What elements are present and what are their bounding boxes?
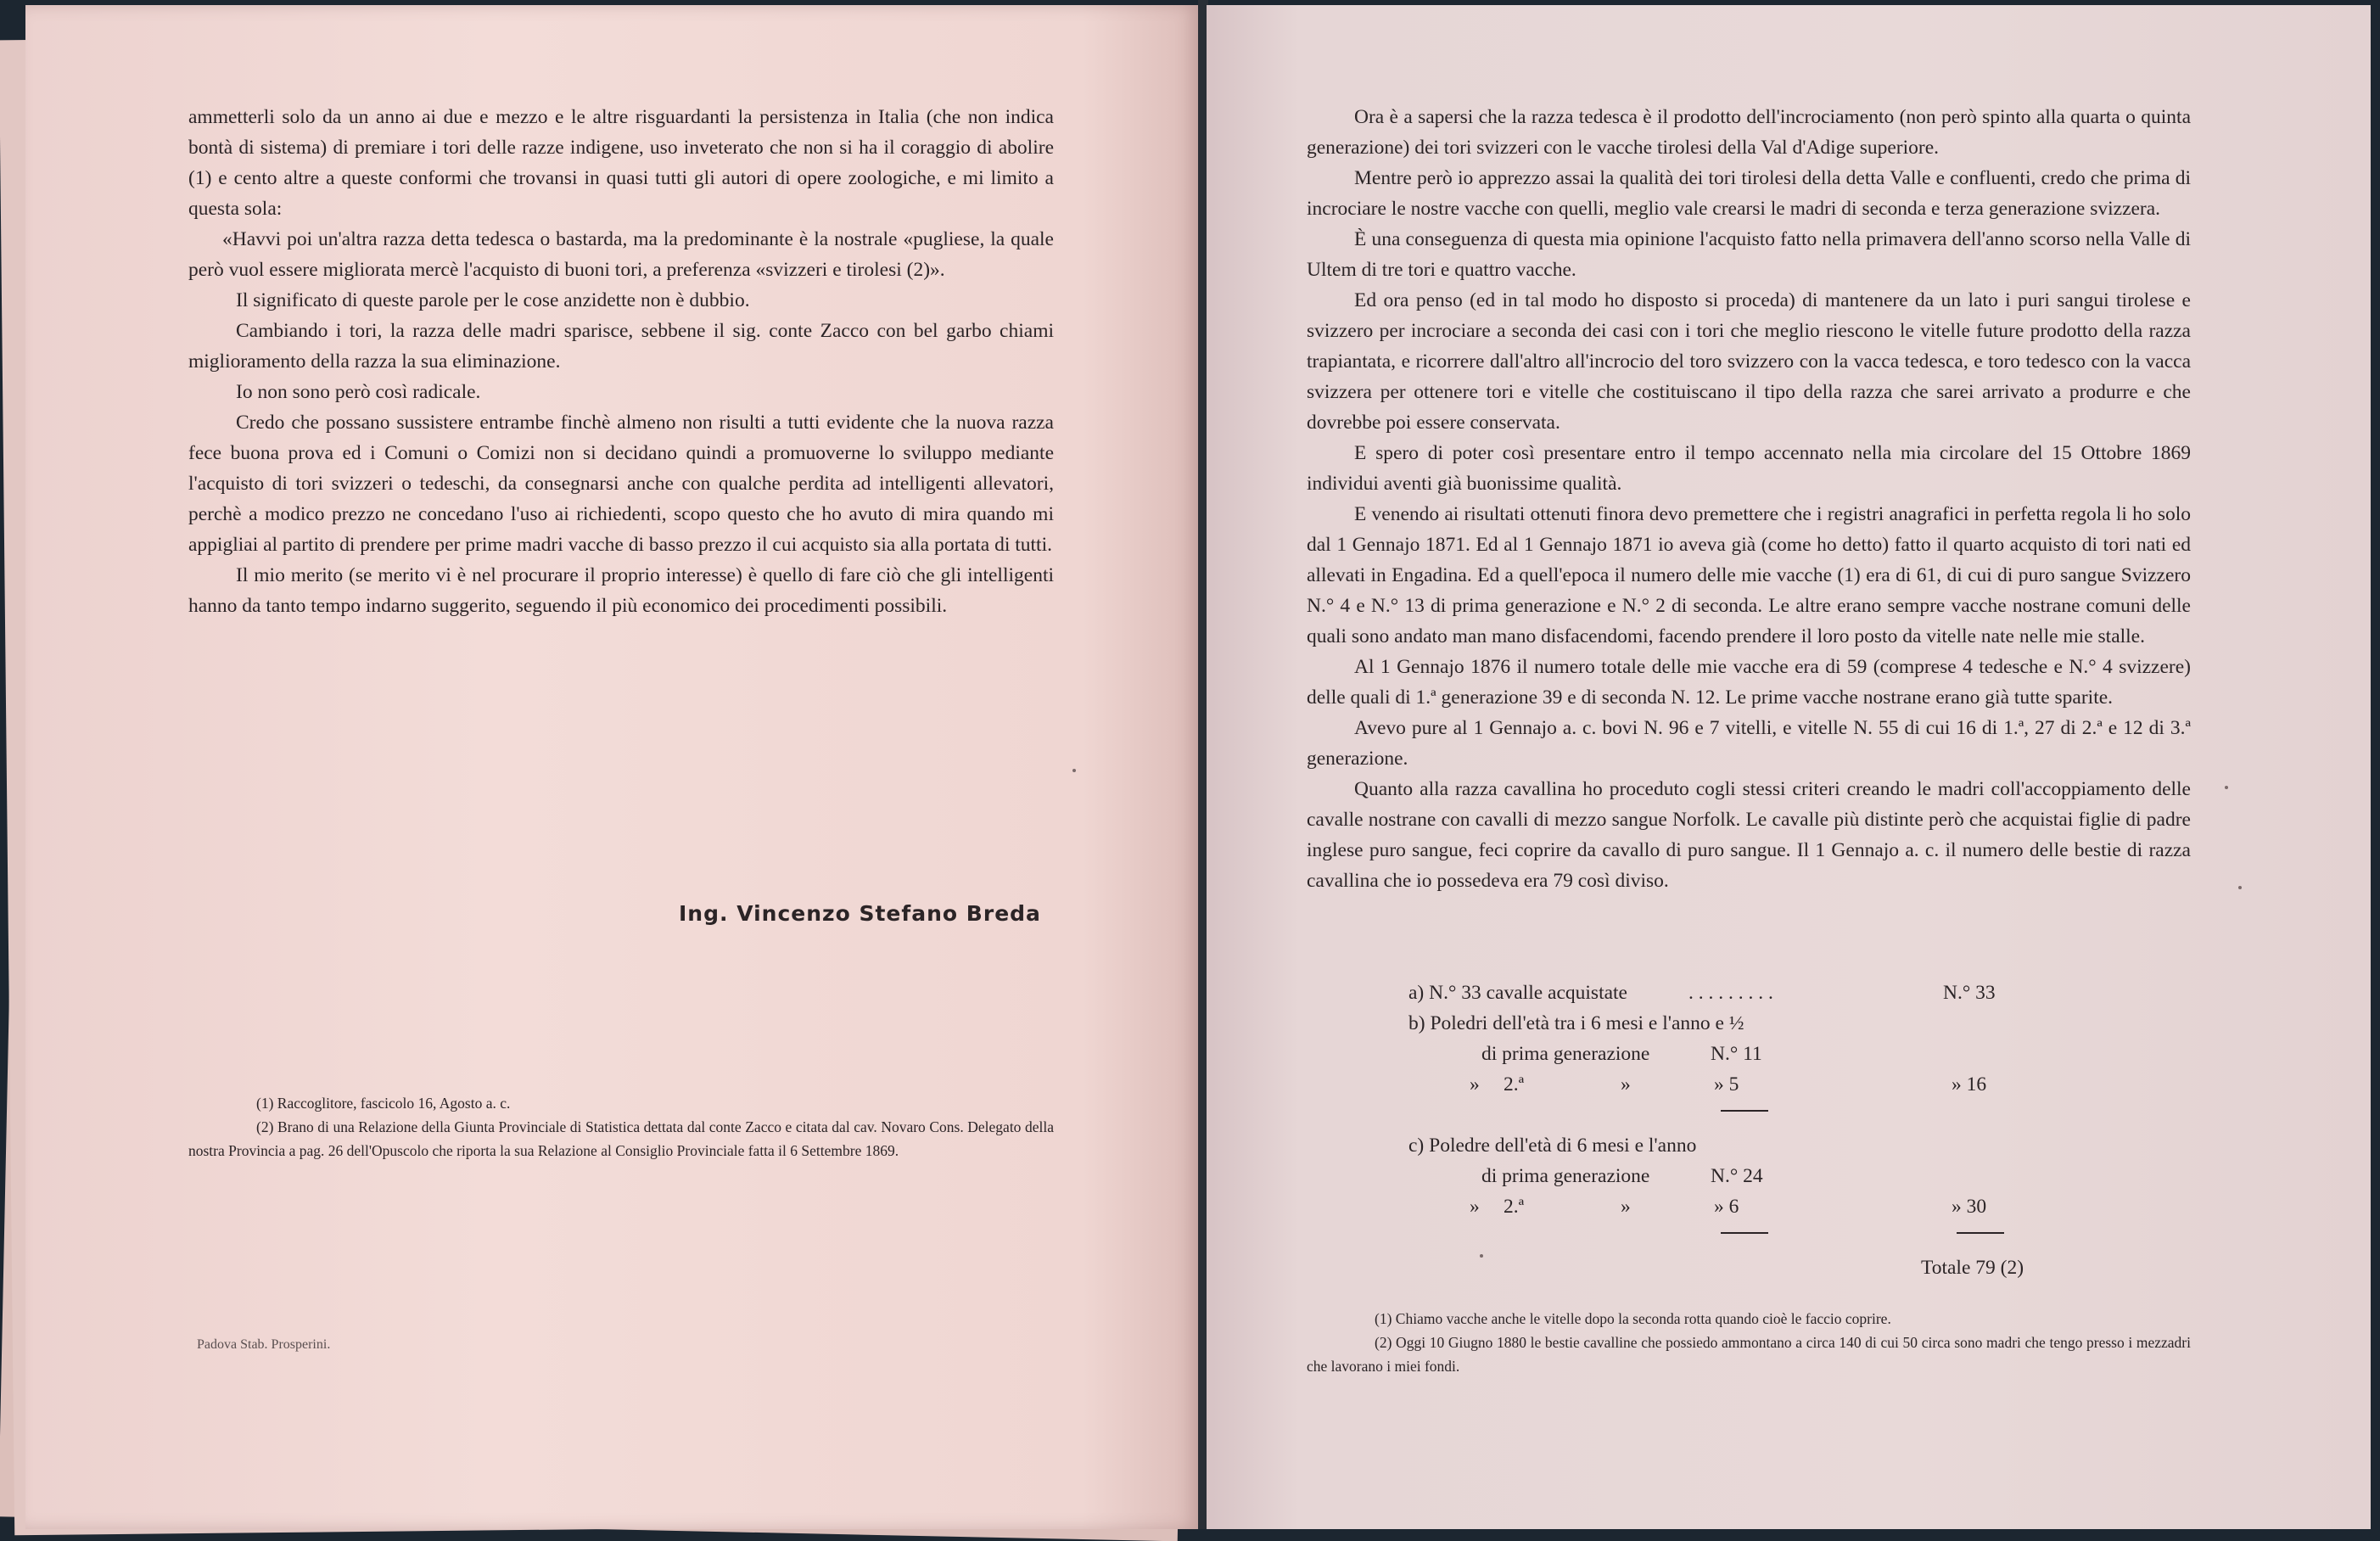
leader-dots: . . . . . . . . .: [1688, 982, 1773, 1004]
grand-total: Totale 79 (2): [1921, 1257, 2024, 1279]
printer-imprint: Padova Stab. Prosperini.: [197, 1337, 331, 1352]
ditto-mark: »: [1621, 1073, 1631, 1096]
sum-rule: [1721, 1110, 1768, 1112]
list-label: di prima generazione: [1481, 1165, 1650, 1187]
footnote: (2) Oggi 10 Giugno 1880 le bestie cavalline che possiedo ammontano a circa 140 di cui 50 circa sono madri che tengo presso i mezzadri che lavorano i miei fondi.: [1307, 1334, 2191, 1375]
quote-paragraph: «Havvi poi un'altra razza detta tedesca o bastarda, ma la predominante è la nostrale «pugliese, la quale però vuol essere migliorata mercè l'acquisto di buoni tori, a preferenza «svizzeri e tirolesi (2)».: [188, 228, 1054, 281]
paper-speck: [2238, 886, 2242, 889]
author-signature: Ing. Vincenzo Stefano Breda: [679, 901, 1041, 926]
paragraph: Mentre però io apprezzo assai la qualità dei tori tirolesi della detta Valle e confluenti, credo che prima di incrociare le nostre vacche con quelli, meglio vale crearsi le madri di seconda e terza generazione svizzera.: [1307, 167, 2191, 220]
paragraph: È una conseguenza di questa mia opinione l'acquisto fatto nella primavera dell'anno scorso nella Valle di Ultem di tre tori e quattro vacche.: [1307, 228, 2191, 281]
list-count: N.° 24: [1711, 1165, 1763, 1187]
paragraph: Cambiando i tori, la razza delle madri sparisce, sebbene il sig. conte Zacco con bel garbo chiami miglioramento della razza la sua eliminazione.: [188, 320, 1054, 373]
list-subrow: [1408, 1069, 2053, 1100]
list-count: » 6: [1714, 1196, 1739, 1218]
list-label: di prima generazione: [1481, 1043, 1650, 1065]
list-count: N.° 11: [1711, 1043, 1762, 1065]
sum-rule: [1721, 1232, 1768, 1234]
list-label: a) N.° 33 cavalle acquistate: [1408, 982, 1627, 1004]
spacer: [1408, 1100, 2053, 1130]
ditto-mark: »: [1470, 1073, 1480, 1096]
paragraph: Io non sono però così radicale.: [236, 381, 481, 403]
list-label: c) Poledre dell'età di 6 mesi e l'anno: [1408, 1135, 1697, 1157]
list-total: » 16: [1952, 1073, 1987, 1096]
paragraph: Il mio merito (se merito vi è nel procurare il proprio interesse) è quello di fare ciò che gli intelligenti hanno da tanto tempo indarno suggerito, seguendo il più economico dei procedimenti possibili.: [188, 564, 1054, 617]
list-item-a: [1408, 978, 2053, 1008]
list-item-b: [1408, 1008, 2053, 1039]
paper-speck: [2225, 786, 2228, 789]
paper-speck: [1072, 769, 1076, 772]
list-item-c: [1408, 1130, 2053, 1161]
left-footnotes: [188, 1091, 1054, 1163]
list-subrow: [1408, 1161, 2053, 1191]
paragraph: Ed ora penso (ed in tal modo ho disposto si proceda) di mantenere da un lato i puri sangui tirolese e svizzero per incrociare a seconda dei casi con i tori che meglio riescono le vitelle future prodotto della razza trapiantata, e ricorrere dall'altro all'incrocio del toro svizzero con la vacca tedesca, e toro tedesco con la vacca svizzera per ottenere tori e vitelle che costituiscano il tipo della razza che sarei arrivato a produrre e che dovrebbe poi essere conservata.: [1307, 289, 2191, 434]
horse-inventory-list: [1408, 978, 2053, 1283]
right-page-body: [1307, 102, 2191, 896]
list-count: » 5: [1714, 1073, 1739, 1096]
list-total: N.° 33: [1943, 982, 1996, 1004]
list-total: » 30: [1952, 1196, 1987, 1218]
footnote: (1) Chiamo vacche anche le vitelle dopo la seconda rotta quando cioè le faccio coprire.: [1375, 1310, 1891, 1327]
right-footnotes: [1307, 1307, 2191, 1378]
paragraph: Ora è a sapersi che la razza tedesca è il prodotto dell'incrociamento (non però spinto alla quarta o quinta generazione) dei tori svizzeri con le vacche tirolesi della Val d'Adige superiore.: [1307, 106, 2191, 159]
paragraph: Quanto alla razza cavallina ho proceduto cogli stessi criteri creando le madri coll'accoppiamento delle cavalle nostrane con cavalli di mezzo sangue Norfolk. Le cavalle più distinte però che acquistai figlie di padre inglese puro sangue, feci coprire da cavallo di puro sangue. Il 1 Gennajo a. c. il numero delle bestie di razza cavallina che io possedeva era 79 così diviso.: [1307, 778, 2191, 892]
paper-speck: [1480, 1254, 1483, 1258]
left-page-body: [188, 102, 1054, 621]
footnote: (2) Brano di una Relazione della Giunta Provinciale di Statistica dettata dal conte Zacco e citata dal cav. Novaro Cons. Delegato della nostra Provincia a pag. 26 dell'Opuscolo che riporta la sua Relazione al Consiglio Provinciale fatta il 6 Settembre 1869.: [188, 1118, 1054, 1159]
spacer: [1408, 1222, 2053, 1252]
generation: 2.ª: [1504, 1073, 1525, 1096]
paragraph: ammetterli solo da un anno ai due e mezzo e le altre risguardanti la persistenza in Italia (che non indica bontà di sistema) di premiare i tori delle razze indigene, uso inveterato che non si ha il coraggio di abolire (1) e cento altre a queste conformi che trovansi in quasi tutti gli autori di opere zoologiche, e mi limito a questa sola:: [188, 106, 1054, 220]
paragraph: Avevo pure al 1 Gennajo a. c. bovi N. 96 e 7 vitelli, e vitelle N. 55 di cui 16 di 1.ª, 27 di 2.ª e 12 di 3.ª generazione.: [1307, 717, 2191, 770]
paragraph: E spero di poter così presentare entro il tempo accennato nella mia circolare del 15 Ottobre 1869 individui aventi già buonissime qualità.: [1307, 442, 2191, 495]
paragraph: Credo che possano sussistere entrambe finchè almeno non risulti a tutti evidente che la nuova razza fece buona prova ed i Comuni o Comizi non si decidano quindi a promuoverne lo sviluppo mediante l'acquisto di tori svizzeri o tedeschi, da consegnarsi anche con qualche perdita ad intelligenti allevatori, perchè a modico prezzo ne concedano l'uso ai richiedenti, scopo questo che ho avuto di mira quando mi appigliai al partito di prendere per prime madri vacche di basso prezzo il cui acquisto sia alla portata di tutti.: [188, 412, 1054, 556]
list-subrow: [1408, 1191, 2053, 1222]
ditto-mark: »: [1621, 1196, 1631, 1218]
list-subrow: [1408, 1039, 2053, 1069]
paragraph: Il significato di queste parole per le cose anzidette non è dubbio.: [236, 289, 750, 311]
list-label: b) Poledri dell'età tra i 6 mesi e l'anno e ½: [1408, 1012, 1744, 1034]
sum-rule: [1957, 1232, 2004, 1234]
paragraph: E venendo ai risultati ottenuti finora devo premettere che i registri anagrafici in perfetta regola li ho solo dal 1 Gennajo 1871. Ed al 1 Gennajo 1871 io aveva già (come ho detto) fatto il quarto acquisto di tori nati ed allevati in Engadina. Ed a quell'epoca il numero delle mie vacche (1) era di 61, di cui di puro sangue Svizzero N.° 4 e N.° 13 di prima generazione e N.° 2 di seconda. Le altre erano sempre vacche nostrane comuni delle quali sono andato man mano disfacendomi, facendo prendere il loro posto da vitelle nate nelle mie stalle.: [1307, 503, 2191, 647]
ditto-mark: »: [1470, 1196, 1480, 1218]
footnote: (1) Raccoglitore, fascicolo 16, Agosto a. c.: [256, 1095, 511, 1112]
paragraph: Al 1 Gennajo 1876 il numero totale delle mie vacche era di 59 (comprese 4 tedesche e N.° 4 svizzere) delle quali di 1.ª generazione 39 e di seconda N. 12. Le prime vacche nostrane erano già tutte sparite.: [1307, 656, 2191, 709]
grand-total-row: [1408, 1252, 2053, 1283]
generation: 2.ª: [1504, 1196, 1525, 1218]
